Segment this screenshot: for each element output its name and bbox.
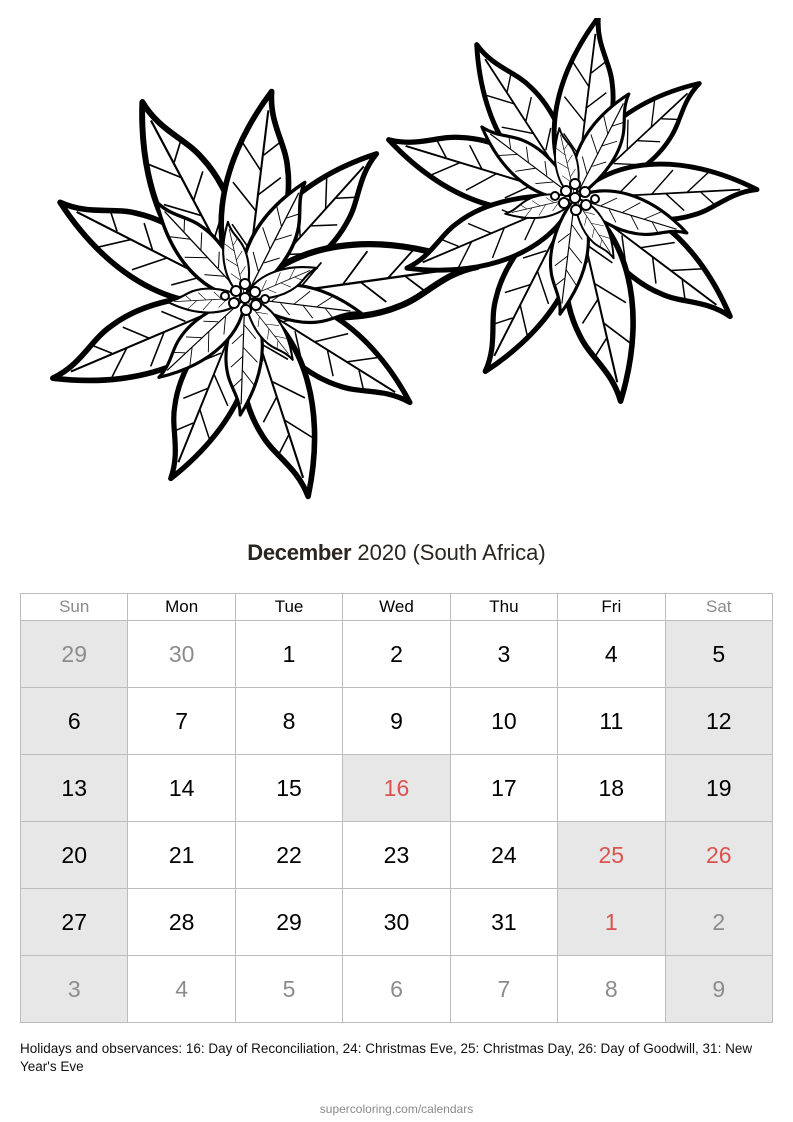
day-cell: 7 xyxy=(450,956,557,1023)
day-cell: 30 xyxy=(343,889,450,956)
day-cell: 4 xyxy=(558,621,665,688)
day-cell: 10 xyxy=(450,688,557,755)
day-cell: 12 xyxy=(665,688,772,755)
day-cell: 29 xyxy=(235,889,342,956)
day-cell: 29 xyxy=(21,621,128,688)
day-cell: 1 xyxy=(558,889,665,956)
calendar-grid xyxy=(20,593,773,1023)
day-cell: 15 xyxy=(235,755,342,822)
day-cell: 13 xyxy=(21,755,128,822)
day-cell: 3 xyxy=(21,956,128,1023)
day-cell: 6 xyxy=(21,688,128,755)
weekday-sat: Sat xyxy=(665,594,772,621)
week-row xyxy=(21,688,773,755)
day-cell: 2 xyxy=(343,621,450,688)
poinsettia-illustration xyxy=(30,18,763,508)
holidays-note: Holidays and observances: 16: Day of Reconciliation, 24: Christmas Eve, 25: Christmas Day, 26: Day of Goodwill, 31: New Year's Eve xyxy=(20,1041,753,1074)
day-cell: 5 xyxy=(235,956,342,1023)
title-year-region: 2020 (South Africa) xyxy=(357,540,546,565)
weekday-header-row xyxy=(21,594,773,621)
day-cell: 4 xyxy=(128,956,235,1023)
day-cell: 8 xyxy=(235,688,342,755)
day-cell: 21 xyxy=(128,822,235,889)
day-cell: 11 xyxy=(558,688,665,755)
day-cell: 20 xyxy=(21,822,128,889)
week-row xyxy=(21,956,773,1023)
weekday-thu: Thu xyxy=(450,594,557,621)
weekday-tue: Tue xyxy=(235,594,342,621)
day-cell: 18 xyxy=(558,755,665,822)
day-cell: 14 xyxy=(128,755,235,822)
footer-credit: supercoloring.com/calendars xyxy=(319,1102,474,1116)
day-cell: 9 xyxy=(665,956,772,1023)
day-cell: 30 xyxy=(128,621,235,688)
day-cell: 2 xyxy=(665,889,772,956)
day-cell: 23 xyxy=(343,822,450,889)
week-row xyxy=(21,755,773,822)
day-cell: 16 xyxy=(343,755,450,822)
day-cell: 3 xyxy=(450,621,557,688)
calendar-title xyxy=(0,540,793,566)
weekday-wed: Wed xyxy=(343,594,450,621)
calendar-body xyxy=(21,621,773,1023)
day-cell: 31 xyxy=(450,889,557,956)
day-cell: 19 xyxy=(665,755,772,822)
week-row xyxy=(21,889,773,956)
day-cell: 7 xyxy=(128,688,235,755)
day-cell: 9 xyxy=(343,688,450,755)
day-cell: 5 xyxy=(665,621,772,688)
day-cell: 17 xyxy=(450,755,557,822)
weekday-mon: Mon xyxy=(128,594,235,621)
day-cell: 1 xyxy=(235,621,342,688)
weekday-fri: Fri xyxy=(558,594,665,621)
day-cell: 26 xyxy=(665,822,772,889)
day-cell: 28 xyxy=(128,889,235,956)
week-row xyxy=(21,822,773,889)
weekday-sun: Sun xyxy=(21,594,128,621)
day-cell: 27 xyxy=(21,889,128,956)
title-month: December xyxy=(247,540,352,565)
day-cell: 25 xyxy=(558,822,665,889)
day-cell: 6 xyxy=(343,956,450,1023)
day-cell: 24 xyxy=(450,822,557,889)
week-row xyxy=(21,621,773,688)
day-cell: 22 xyxy=(235,822,342,889)
day-cell: 8 xyxy=(558,956,665,1023)
